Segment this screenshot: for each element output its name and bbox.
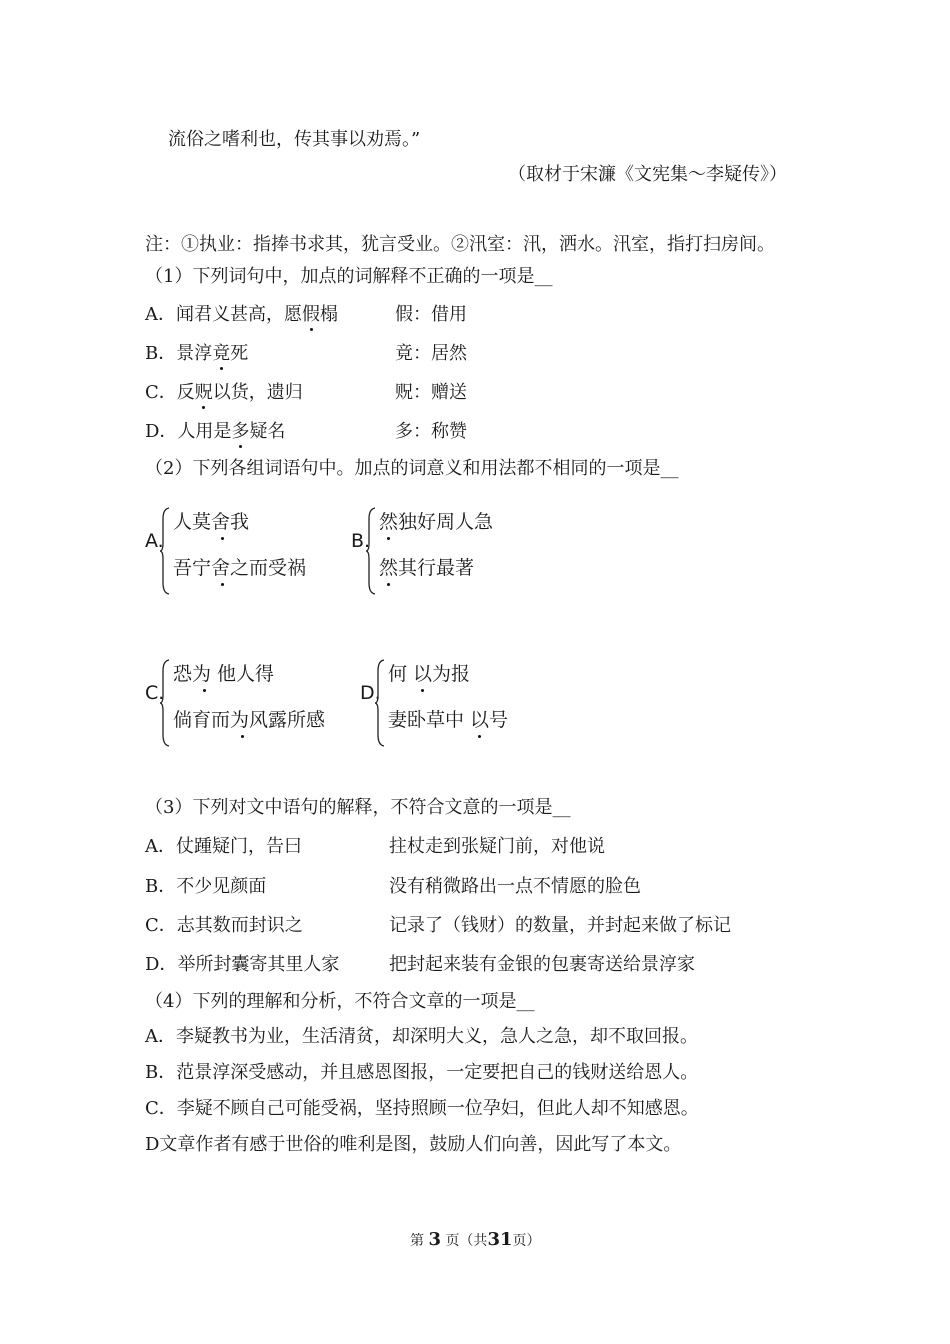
q2-group-line2: 妻卧草中 以号 (388, 709, 509, 731)
q4-option-b: B．范景淳深受感动，并且感恩图报，一定要把自己的钱财送给恩人。 (145, 1062, 699, 1083)
q2-group-label: B. (351, 530, 371, 552)
q2-group-label: D. (360, 682, 381, 704)
q2-group-c (145, 659, 365, 749)
q3-option-c: C．志其数而封识之 (145, 915, 303, 936)
q2-group-line1: 人莫舍我 (173, 511, 250, 533)
q2-group-line2: 然其行最著 (379, 557, 475, 579)
q1-option-b-explanation: 竟：居然 (395, 343, 467, 364)
q1-option-a: A．闻君义甚高，愿假榻 (145, 304, 338, 325)
q3-option-a-explanation: 拄杖走到张疑门前，对他说 (389, 836, 605, 857)
q4-option-d: D文章作者有感于世俗的唯利是图，鼓励人们向善，因此写了本文。 (145, 1134, 682, 1155)
q2-group-line1: 然独好周人急 (379, 511, 494, 533)
q2-group-line1: 何 以为报 (388, 663, 471, 685)
page-total: 31 (487, 1229, 513, 1250)
q2-group-label: A. (145, 530, 164, 552)
q2-stem: （2）下列各组词语句中。加点的词意义和用法都不相同的一项是__ (145, 458, 679, 479)
q1-option-d-explanation: 多：称赞 (395, 421, 467, 442)
page-number: 3 (428, 1229, 441, 1250)
passage-tail: 流俗之嗜利也，传其事以劝焉。” (168, 129, 421, 150)
q2-group-line2: 倘育而为风露所感 (173, 709, 326, 731)
q4-option-c: C．李疑不顾自己可能受祸，坚持照顾一位孕妇，但此人却不知感恩。 (145, 1098, 699, 1119)
page-footer: 第 3 页（共31页） (410, 1229, 541, 1250)
q2-group-a (145, 507, 345, 597)
q3-option-d: D．举所封囊寄其里人家 (145, 954, 340, 975)
q4-option-a: A．李疑教书为业，生活清贫，却深明大义，急人之急，却不取回报。 (145, 1026, 698, 1047)
q4-stem: （4）下列的理解和分析，不符合文章的一项是__ (145, 991, 535, 1012)
emphasis-dot (203, 689, 206, 692)
q2-group-line2: 吾宁舍之而受祸 (173, 557, 307, 579)
emphasis-dot (241, 735, 244, 738)
q3-option-a: A．仗踵疑门，告曰 (145, 836, 302, 857)
emphasis-dot (221, 583, 224, 586)
source-citation: （取材于宋濂《文宪集～李疑传》） (508, 164, 787, 185)
emphasis-dot (478, 735, 481, 738)
brace-icon (366, 507, 376, 595)
q2-group-label: C. (145, 682, 165, 704)
annotation-note: 注：①执业：指捧书求其，犹言受业。②汛室：汛，洒水。汛室，指打扫房间。 (145, 234, 775, 255)
q3-option-b-explanation: 没有稍微路出一点不情愿的脸色 (389, 876, 641, 897)
brace-icon (160, 659, 170, 747)
q2-group-line1: 恐为 他人得 (173, 663, 275, 685)
emphasis-dot (387, 537, 390, 540)
q1-option-c-explanation: 贶：赠送 (395, 382, 467, 403)
q1-stem: （1）下列词句中，加点的词解释不正确的一项是__ (145, 266, 553, 287)
q1-option-c: C．反贶以货，遗归 (145, 382, 303, 403)
emphasis-dot (387, 583, 390, 586)
q2-group-b (351, 507, 551, 597)
q3-option-c-explanation: 记录了（钱财）的数量，并封起来做了标记 (389, 915, 731, 936)
q3-stem: （3）下列对文中语句的解释，不符合文意的一项是__ (145, 797, 571, 818)
brace-icon (375, 659, 385, 747)
emphasis-dot (421, 689, 424, 692)
q1-option-b: B．景淳竟死 (145, 343, 249, 364)
q1-option-d: D．人用是多疑名 (145, 421, 286, 442)
q2-group-d (360, 659, 580, 749)
q3-option-d-explanation: 把封起来装有金银的包裹寄送给景淳家 (389, 954, 695, 975)
brace-icon (160, 507, 170, 595)
q1-option-a-explanation: 假：借用 (395, 304, 467, 325)
emphasis-dot (221, 537, 224, 540)
q3-option-b: B．不少见颜面 (145, 876, 267, 897)
